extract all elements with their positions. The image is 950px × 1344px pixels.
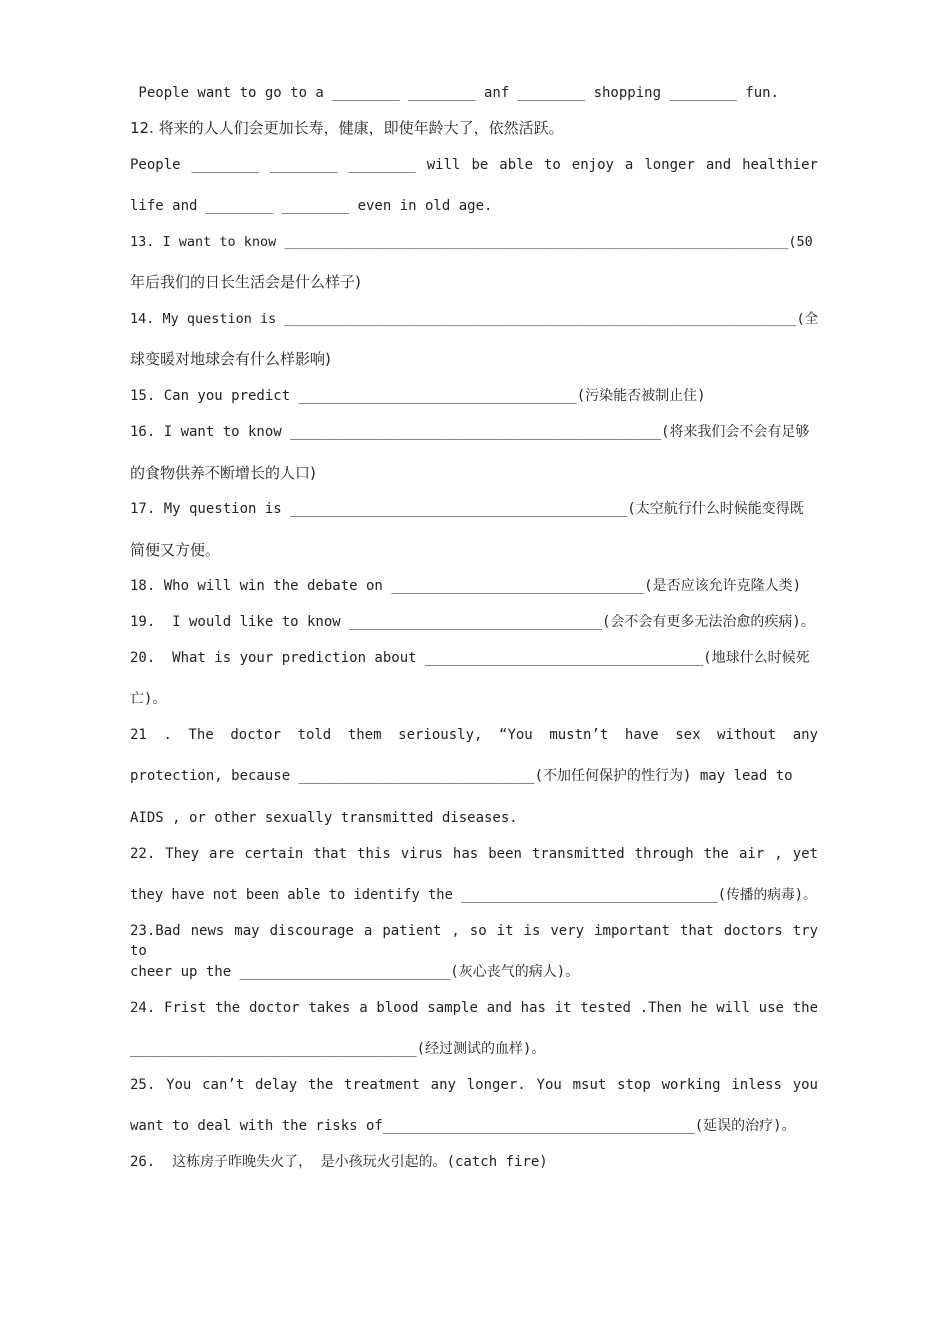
exercise-20-line-1: 20. What is your prediction about _________________________________(地球什么时候死: [130, 650, 810, 666]
exercise-15-line: 15. Can you predict _________________________________(污染能否被制止住): [130, 388, 706, 404]
exercise-13-line-2: 年后我们的日长生活会是什么样子): [130, 273, 361, 291]
exercise-25-line-1: 25. You can’t delay the treatment any longer. You msut stop working inless you: [130, 1077, 818, 1093]
exercise-24-line-2: __________________________________(经过测试的血样)。: [130, 1041, 546, 1057]
exercise-21-line-3: AIDS , or other sexually transmitted diseases.: [130, 810, 518, 826]
exercise-22-line-1: 22. They are certain that this virus has been transmitted through the air , yet: [130, 846, 818, 862]
exercise-21-line-1: 21 . The doctor told them seriously, “You mustn’t have sex without any: [130, 727, 818, 743]
exercise-13-line-1: 13. I want to know ______________________________________________________________(50: [130, 234, 813, 250]
exercise-22-line-2: they have not been able to identify the _______________________________(传播的病毒)。: [130, 887, 817, 903]
exercise-14-line-1: 14. My question is _______________________________________________________________(全: [130, 311, 818, 327]
exercise-19-line: 19. I would like to know ______________________________(会不会有更多无法治愈的疾病)。: [130, 614, 815, 630]
exercise-12-english-line-2: life and ________ ________ even in old age.: [130, 198, 493, 214]
exercise-18-line: 18. Who will win the debate on ______________________________(是否应该允许克隆人类): [130, 578, 802, 594]
exercise-23-line-1: 23.Bad news may discourage a patient , so it is very important that doctors try to: [130, 923, 818, 959]
exercise-17-line-2: 简便又方便。: [130, 541, 221, 559]
exercise-14-line-2: 球变暖对地球会有什么样影响): [130, 350, 331, 368]
exercise-24-line-1: 24. Frist the doctor takes a blood sample and has it tested .Then he will use the: [130, 1000, 818, 1016]
exercise-12-english-line-1: People ________ ________ ________ will be able to enjoy a longer and healthier: [130, 157, 818, 173]
exercise-20-line-2: 亡)。: [130, 691, 167, 707]
exercise-16-line-2: 的食物供养不断增长的人口): [130, 464, 316, 482]
exercise-21-line-2: protection, because ____________________________(不加任何保护的性行为) may lead to: [130, 768, 793, 784]
exercise-11-english-line: People want to go to a ________ ________ anf ________ shopping ________ fun.: [130, 85, 780, 101]
exercise-25-line-2: want to deal with the risks of_____________________________________(延误的治疗)。: [130, 1118, 796, 1134]
exercise-23-line-2: cheer up the _________________________(灰心丧气的病人)。: [130, 964, 580, 980]
exercise-26-prompt: 26. 这栋房子昨晚失火了， 是小孩玩火引起的。(catch fire): [130, 1154, 548, 1170]
exercise-16-line-1: 16. I want to know ____________________________________________(将来我们会不会有足够: [130, 424, 810, 440]
exercise-12-prompt: 12. 将来的人人们会更加长寿，健康，即使年龄大了，依然活跃。: [130, 119, 564, 137]
exercise-17-line-1: 17. My question is ________________________________________(太空航行什么时候能变得既: [130, 501, 804, 517]
